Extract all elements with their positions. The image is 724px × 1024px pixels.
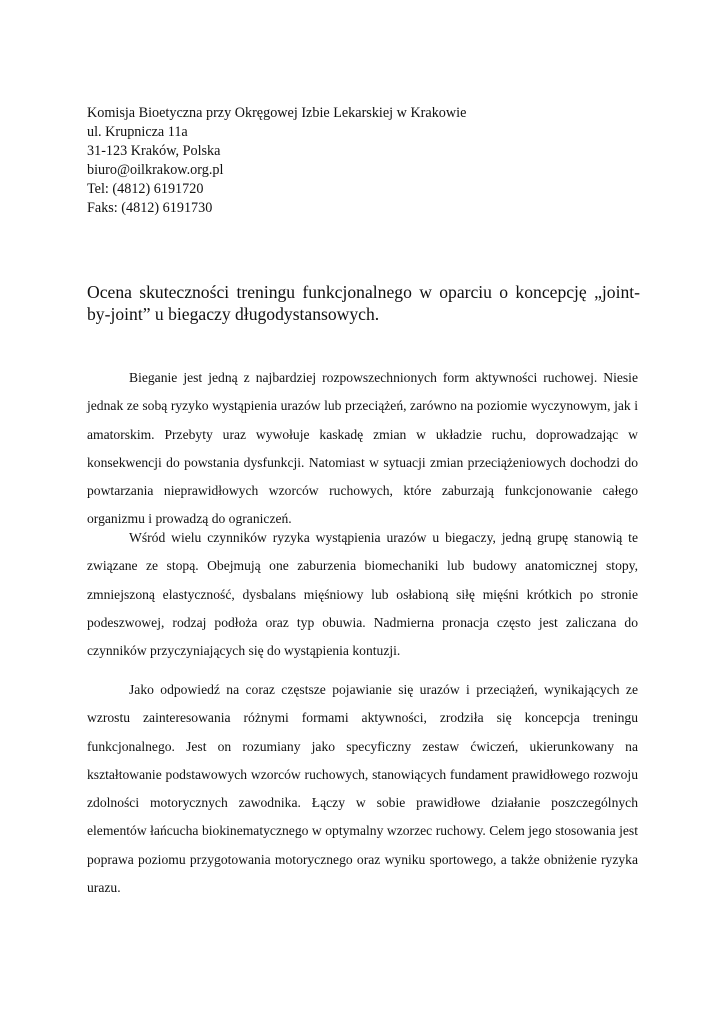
- document-title: Ocena skuteczności treningu funkcjonalnego w oparciu o koncepcję „joint-by-joint” u biegaczy długodystansowych.: [87, 282, 640, 324]
- body-paragraph: Wśród wielu czynników ryzyka wystąpienia urazów u biegaczy, jedną grupę stanowią te związane ze stopą. Obejmują one zaburzenia biomechaniki lub budowy anatomicznej stopy, zmniejszoną elastyczność, dysbalans mięśniowy lub osłabioną siłę mięśni krótkich po stronie podeszwowej, rodzaj podłoża oraz typ obuwia. Nadmierna pronacja często jest zaliczana do czynników przyczyniających się do wystąpienia kontuzji.: [87, 530, 638, 659]
- institution-name: Komisja Bioetyczna przy Okręgowej Izbie Lekarskiej w Krakowie: [87, 105, 467, 121]
- fax-number: Faks: (4812) 6191730: [87, 200, 213, 216]
- postal-city: 31-123 Kraków, Polska: [87, 143, 221, 159]
- address-block: [87, 104, 647, 218]
- body-paragraph: Bieganie jest jedną z najbardziej rozpowszechnionych form aktywności ruchowej. Niesie jednak ze sobą ryzyko wystąpienia urazów lub przeciążeń, zarówno na poziomie wyczynowym, jak i amatorskim. Przebyty uraz wywołuje kaskadę zmian w układzie ruchu, doprowadzając w konsekwencji do powstania dysfunkcji. Natomiast w sytuacji zmian przeciążeniowych dochodzi do powtarzania nieprawidłowych wzorców ruchowych, które zaburzają funkcjonowanie całego organizmu i prowadzą do ograniczeń.: [87, 370, 638, 527]
- email-address: biuro@oilkrakow.org.pl: [87, 162, 224, 178]
- body-paragraph: Jako odpowiedź na coraz częstsze pojawianie się urazów i przeciążeń, wynikających ze wzrostu zainteresowania różnymi formami aktywności, zrodziła się koncepcja treningu funkcjonalnego. Jest on rozumiany jako specyficzny zestaw ćwiczeń, ukierunkowany na kształtowanie podstawowych wzorców ruchowych, stanowiących fundament prawidłowego rozwoju zdolności motorycznych zawodnika. Łączy w sobie prawidłowe działanie poszczególnych elementów łańcucha biokinematycznego w optymalny wzorzec ruchowy. Celem jego stosowania jest poprawa poziomu przygotowania motorycznego oraz wyniku sportowego, a także obniżenie ryzyka urazu.: [87, 682, 638, 896]
- phone-number: Tel: (4812) 6191720: [87, 181, 204, 197]
- street-address: ul. Krupnicza 11a: [87, 124, 188, 140]
